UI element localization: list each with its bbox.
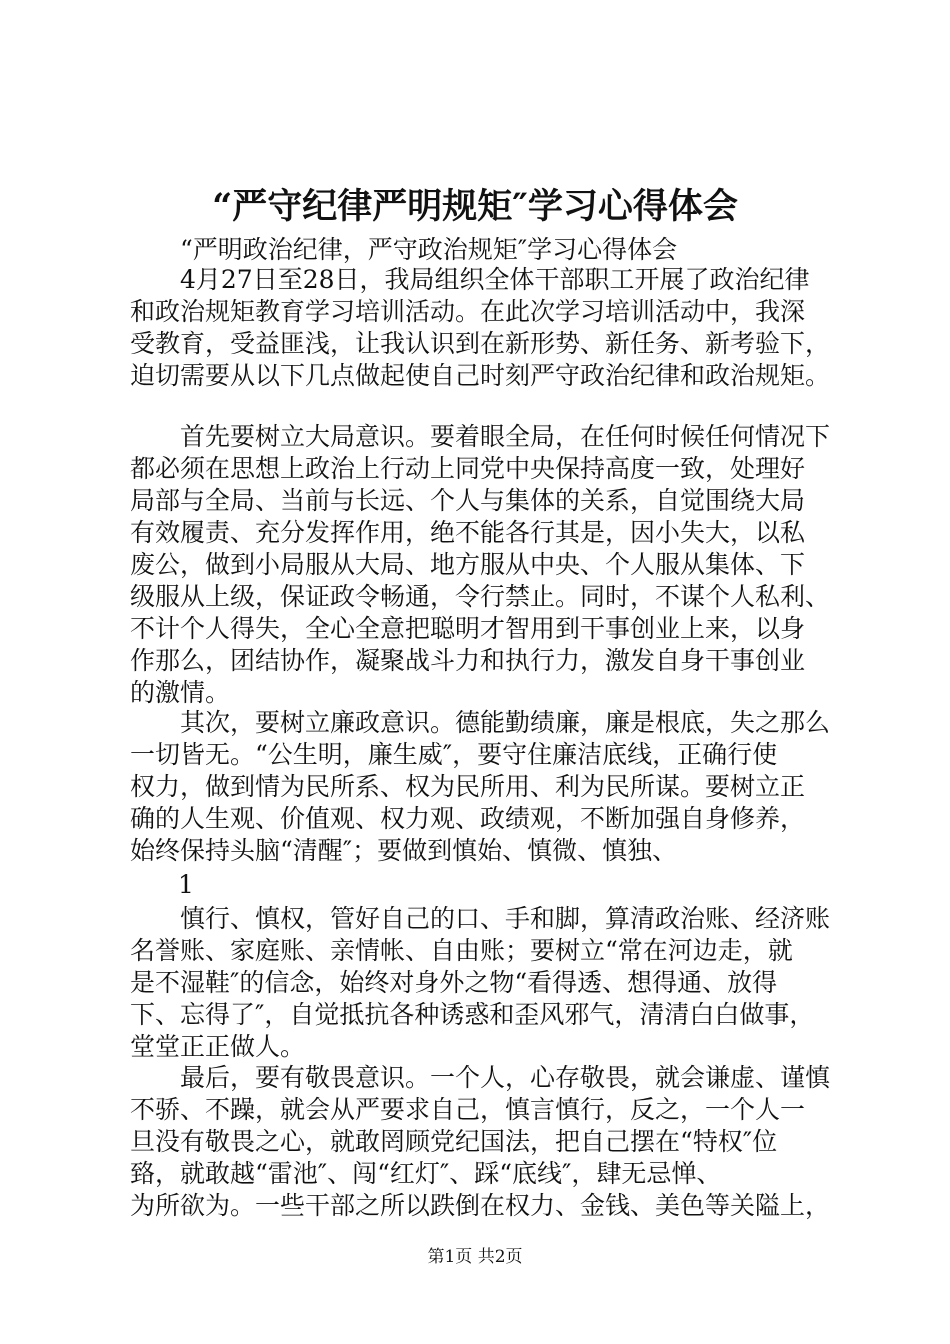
paragraph-line: 旦没有敬畏之心，就敢罔顾党纪国法，把自己摆在“特权″位 — [130, 1127, 778, 1156]
paragraph-line: 不计个人得失，全心全意把聪明才智用到干事创业上来，以身 — [130, 614, 806, 643]
paragraph-line: 名誉账、家庭账、亲情帐、自由账；要树立“常在河边走，就 — [130, 936, 793, 965]
paragraph-line: 始终保持头脑“清醒″；要做到慎始、慎微、慎独、 — [130, 836, 678, 865]
paragraph-line: 一切皆无。“公生明，廉生威″，要守住廉洁底线，正确行使 — [130, 740, 778, 769]
paragraph-line: 堂堂正正做人。 — [130, 1032, 306, 1061]
paragraph-line: 为所欲为。一些干部之所以跌倒在权力、金钱、美色等关隘上， — [130, 1191, 831, 1220]
paragraph-line: 是不湿鞋″的信念，始终对身外之物“看得透、想得通、放得 — [130, 968, 778, 997]
document-title: “严守纪律严明规矩″学习心得体会 — [212, 186, 738, 227]
page-footer: 第1页 共2页 — [427, 1247, 523, 1267]
paragraph-line: 和政治规矩教育学习培训活动。在此次学习培训活动中，我深 — [130, 297, 806, 326]
paragraph-line: 4月27日至28日，我局组织全体干部职工开展了政治纪律 — [180, 265, 810, 294]
paragraph-line: 级服从上级，保证政令畅通，令行禁止。同时，不谋个人私利、 — [130, 582, 831, 611]
paragraph-line: 下、忘得了″，自觉抵抗各种诱惑和歪风邪气，清清白白做事， — [130, 1000, 815, 1029]
paragraph-line: 确的人生观、价值观、权力观、政绩观，不断加强自身修养， — [130, 804, 806, 833]
subtitle-line: “严明政治纪律，严守政治规矩″学习心得体会 — [180, 235, 678, 264]
paragraph-line: 权力，做到情为民所系、权为民所用、利为民所谋。要树立正 — [130, 772, 806, 801]
paragraph-line: 作那么，团结协作，凝聚战斗力和执行力，激发自身干事创业 — [130, 646, 806, 675]
paragraph-line: 臵，就敢越“雷池″、闯“红灯″、踩“底线″，肆无忌惮、 — [130, 1159, 722, 1188]
paragraph-line: 首先要树立大局意识。要着眼全局，在任何时候任何情况下 — [180, 422, 831, 451]
paragraph-line: 的激情。 — [130, 678, 231, 707]
paragraph-line: 有效履责、充分发挥作用，绝不能各行其是，因小失大，以私 — [130, 518, 806, 547]
paragraph-line: 迫切需要从以下几点做起使自己时刻严守政治纪律和政治规矩。 — [130, 361, 831, 390]
paragraph-line: 受教育，受益匪浅，让我认识到在新形势、新任务、新考验下， — [130, 329, 831, 358]
inline-page-number: 1 — [178, 870, 194, 899]
paragraph-line: 局部与全局、当前与长远、个人与集体的关系，自觉围绕大局 — [130, 486, 806, 515]
paragraph-line: 其次，要树立廉政意识。德能勤绩廉，廉是根底，失之那么 — [180, 708, 831, 737]
paragraph-line: 都必须在思想上政治上行动上同党中央保持高度一致，处理好 — [130, 454, 806, 483]
paragraph-line: 废公，做到小局服从大局、地方服从中央、个人服从集体、下 — [130, 550, 806, 579]
paragraph-line: 最后，要有敬畏意识。一个人，心存敬畏，就会谦虚、谨慎 — [180, 1063, 831, 1092]
paragraph-line: 不骄、不躁，就会从严要求自己，慎言慎行，反之，一个人一 — [130, 1095, 806, 1124]
paragraph-line: 慎行、慎权，管好自己的口、手和脚，算清政治账、经济账 — [180, 904, 831, 933]
